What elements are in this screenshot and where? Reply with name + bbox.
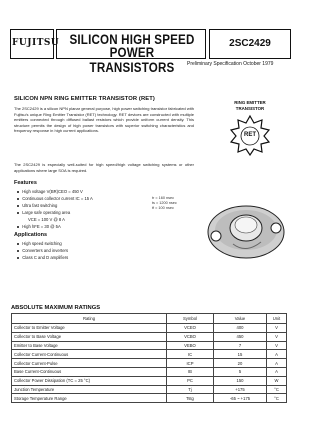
table-row <box>12 394 287 403</box>
bullet-icon <box>17 205 19 207</box>
badge-line-1: RING EMITTER <box>234 100 266 105</box>
table-row <box>12 324 287 333</box>
table-row <box>12 350 287 359</box>
feature-text: High voltage V(BR)CEO = 450 V <box>22 189 83 194</box>
preliminary-specification: Preliminary Specification October 1979 <box>187 61 274 67</box>
rating-unit: A <box>267 367 287 376</box>
rating-symbol: VCEO <box>167 324 214 333</box>
bullet-icon <box>17 250 19 252</box>
rating-value: -65 ~ +175 <box>214 394 267 403</box>
rating-symbol: IC <box>167 350 214 359</box>
badge-line-2: TRANSISTOR <box>235 106 265 111</box>
badge-center-label: RET <box>244 132 256 138</box>
title-box <box>56 29 206 75</box>
application-text: Converters and inverters <box>22 248 69 253</box>
table-row <box>12 367 287 376</box>
switching-value: tr = 160 nsec <box>152 196 175 200</box>
rating-unit: W <box>267 376 287 385</box>
transistor-package-image <box>205 192 287 272</box>
rating-unit: V <box>267 324 287 333</box>
rating-symbol: Tj <box>167 385 214 394</box>
bullet-icon <box>17 257 19 259</box>
application-item <box>17 255 68 260</box>
feature-item <box>17 224 61 229</box>
rating-name: Collector Power Dissipation (TC = 25 °C) <box>12 376 167 385</box>
feature-text: Large safe operating area <box>22 210 71 215</box>
rating-symbol: ICP <box>167 359 214 368</box>
rating-name: Collector to Base Voltage <box>12 332 167 341</box>
rating-symbol: PC <box>167 376 214 385</box>
ratings-heading: ABSOLUTE MAXIMUM RATINGS <box>11 305 101 311</box>
brand-logo-box <box>10 29 60 59</box>
rating-name: Collector to Emitter Voltage <box>12 324 167 333</box>
rating-value: 20 <box>214 359 267 368</box>
rating-name: Collector Current-Pulse <box>12 359 167 368</box>
rating-value: 450 <box>214 332 267 341</box>
bullet-icon <box>17 198 19 200</box>
column-header: Unit <box>267 314 287 324</box>
applications-heading: Applications <box>14 232 48 238</box>
rating-name: Storage Temperature Range <box>12 394 167 403</box>
bullet-icon <box>17 226 19 228</box>
feature-item <box>17 196 93 201</box>
part-number-box <box>209 29 291 59</box>
column-header: Value <box>214 314 267 324</box>
table-header-row <box>12 314 287 324</box>
column-header: Symbol <box>167 314 214 324</box>
section-subtitle: SILICON NPN RING EMITTER TRANSISTOR (RET) <box>14 96 155 102</box>
intro-paragraph-1: The 2SC2429 is a silicon NPN planar general purpose, high power switching transistor fabricated with Fujitsu's unique Ring Emitter Transistor (RET) technology. RET devices are constructed with multiple emitters connected through diffused ballast resistors which provide uniform current density. This structure permits the design of high power transistors with superior switching characteristics and frequency response in high current applications. <box>14 106 194 134</box>
bullet-icon <box>17 212 19 214</box>
rating-value: 150 <box>214 376 267 385</box>
rating-unit: V <box>267 332 287 341</box>
rating-symbol: VEBO <box>167 341 214 350</box>
table-row <box>12 341 287 350</box>
rating-value: 7 <box>214 341 267 350</box>
feature-item <box>17 210 70 215</box>
part-number: 2SC2429 <box>229 38 271 49</box>
soa-value: VCE = 100 V @ 8 A <box>28 217 65 222</box>
rating-value: 15 <box>214 350 267 359</box>
rating-value: 5 <box>214 367 267 376</box>
rating-name: Collector Current-Continuous <box>12 350 167 359</box>
rating-unit: A <box>267 350 287 359</box>
application-item <box>17 241 62 246</box>
feature-text: Ultra fast switching <box>22 203 58 208</box>
ratings-table <box>11 313 287 403</box>
rating-name: Base Current-Continuous <box>12 367 167 376</box>
rating-value: +175 <box>214 385 267 394</box>
switching-value: ts = 1200 nsec <box>152 201 177 205</box>
application-text: High speed switching <box>22 241 62 246</box>
table-row <box>12 359 287 368</box>
feature-text: Continuous collector current IC = 15 A <box>22 196 93 201</box>
rating-name: Emitter to Base Voltage <box>12 341 167 350</box>
rating-value: 400 <box>214 324 267 333</box>
rating-name: Junction Temperature <box>12 385 167 394</box>
rating-unit: °C <box>267 394 287 403</box>
rating-symbol: Tstg <box>167 394 214 403</box>
rating-symbol: IB <box>167 367 214 376</box>
title-line-2: POWER TRANSISTORS <box>89 45 175 75</box>
rating-unit: °C <box>267 385 287 394</box>
rating-symbol: VCBO <box>167 332 214 341</box>
ret-badge <box>218 100 282 158</box>
feature-text: High hFE = 30 @ 5A <box>22 224 61 229</box>
features-heading: Features <box>14 180 37 186</box>
rating-unit: V <box>267 341 287 350</box>
brand-logo: FUJITSU <box>12 38 60 48</box>
application-text: Class C and D amplifiers <box>22 255 69 260</box>
column-header: Rating <box>12 314 167 324</box>
feature-item <box>17 189 83 194</box>
intro-paragraph-2: The 2SC2429 is especially well-suited for high speed/high voltage switching systems or other applications where large SOA is required. <box>14 162 194 173</box>
bullet-icon <box>17 243 19 245</box>
title-line-1: SILICON HIGH SPEED <box>69 32 195 47</box>
switching-value: tf = 100 nsec <box>152 206 174 210</box>
table-row <box>12 376 287 385</box>
feature-item <box>17 203 57 208</box>
table-row <box>12 332 287 341</box>
table-row <box>12 385 287 394</box>
rating-unit: A <box>267 359 287 368</box>
application-item <box>17 248 68 253</box>
bullet-icon <box>17 191 19 193</box>
